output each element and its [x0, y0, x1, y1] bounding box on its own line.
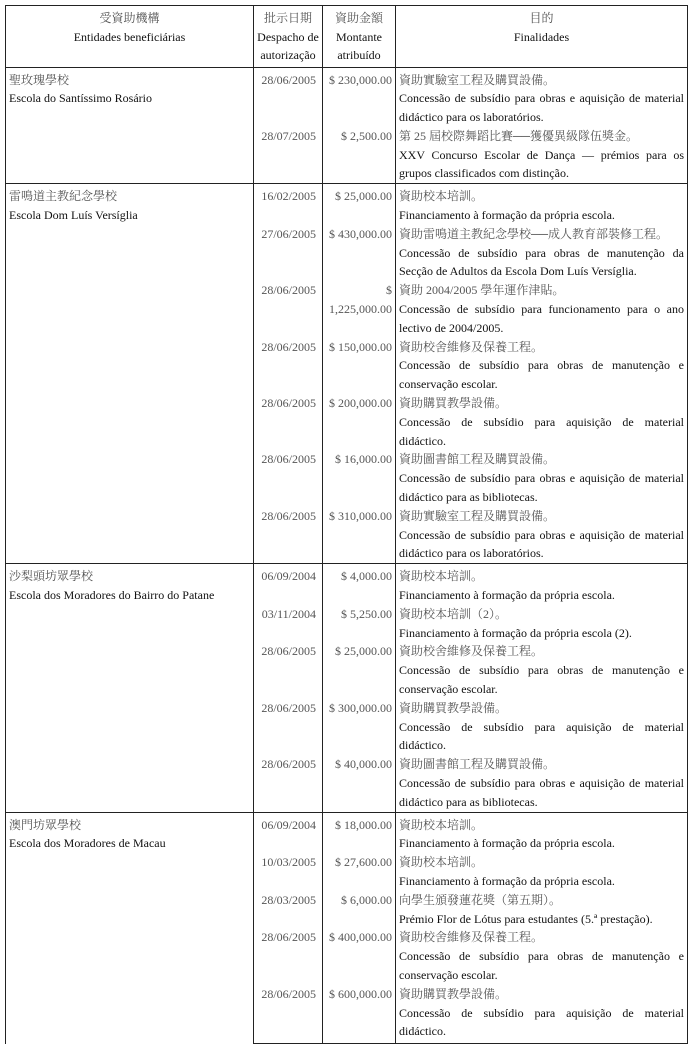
date-cell: 28/06/2005 [254, 67, 323, 127]
purpose-zh: 資助校舍維修及保養工程。 [399, 930, 544, 945]
purpose-zh: 資助校本培訓（2）。 [399, 606, 508, 621]
amount-cell: $ 310,000.00 [323, 507, 396, 564]
purpose-zh: 資助購買教學設備。 [399, 700, 508, 715]
table-header [6, 6, 688, 68]
purpose-cell [396, 891, 688, 929]
purpose-zh: 資助購買教學設備。 [399, 986, 508, 1001]
table-row [6, 67, 688, 127]
date-cell: 06/09/2004 [254, 812, 323, 853]
date-cell: 28/07/2005 [254, 127, 323, 184]
purpose-pt: XXV Concurso Escolar de Dança — prémios para os grupos classificados com distinção. [399, 147, 684, 181]
purpose-cell [396, 853, 688, 891]
date-cell: 28/06/2005 [254, 507, 323, 564]
purpose-zh: 資助校舍維修及保養工程。 [399, 644, 544, 659]
header-purpose-zh: 目的 [529, 11, 554, 25]
purpose-zh: 第 25 屆校際舞蹈比賽──獲優異級隊伍獎金。 [399, 128, 639, 143]
amount-cell: $ 25,000.00 [323, 184, 396, 225]
purpose-pt: Financiamento à formação da própria escola. [399, 836, 615, 851]
amount-cell: $ 300,000.00 [323, 699, 396, 755]
purpose-zh: 資助 2004/2005 學年運作津貼。 [399, 283, 565, 298]
entity-name-pt: Escola Dom Luís Versíglia [9, 208, 138, 223]
purpose-zh: 資助實驗室工程及購買設備。 [399, 508, 556, 523]
date-cell: 28/06/2005 [254, 338, 323, 394]
purpose-zh: 資助校本培訓。 [399, 817, 484, 832]
table-row [6, 184, 688, 225]
purpose-cell [396, 450, 688, 506]
purpose-cell [396, 699, 688, 755]
purpose-pt: Financiamento à formação da própria escola (2). [399, 625, 632, 640]
purpose-cell [396, 338, 688, 394]
amount-cell: $ 6,000.00 [323, 891, 396, 929]
amount-cell: $ 150,000.00 [323, 338, 396, 394]
amount-cell: $ 18,000.00 [323, 812, 396, 853]
purpose-zh: 資助校本培訓。 [399, 189, 484, 204]
purpose-zh: 資助校本培訓。 [399, 855, 484, 870]
purpose-cell [396, 642, 688, 698]
entity-cell [6, 67, 254, 184]
header-date [254, 6, 323, 68]
purpose-zh: 資助圖書館工程及購買設備。 [399, 757, 556, 772]
entity-name-zh: 雷鳴道主教紀念學校 [9, 189, 118, 204]
date-cell: 03/11/2004 [254, 605, 323, 643]
purpose-cell [396, 564, 688, 605]
purpose-zh: 資助校本培訓。 [399, 569, 484, 584]
date-cell: 28/03/2005 [254, 891, 323, 929]
grants-table [5, 5, 688, 1044]
amount-cell: $ 1,225,000.00 [323, 281, 396, 337]
header-amount-pt2: atribuído [337, 48, 381, 62]
amount-cell: $ 200,000.00 [323, 394, 396, 450]
purpose-cell [396, 507, 688, 564]
amount-cell: $ 25,000.00 [323, 642, 396, 698]
entity-cell [6, 184, 254, 564]
purpose-pt: Prémio Flor de Lótus para estudantes (5.ª prestação). [399, 911, 653, 926]
date-cell: 10/03/2005 [254, 853, 323, 891]
header-purpose [396, 6, 688, 68]
date-cell: 28/06/2005 [254, 699, 323, 755]
purpose-pt: Concessão de subsídio para aquisição de material didáctico. [399, 719, 684, 753]
entity-name-pt: Escola do Santíssimo Rosário [9, 91, 152, 106]
entity-name-pt: Escola dos Moradores do Bairro do Patane [9, 588, 215, 603]
purpose-pt: Concessão de subsídio para aquisição de material didáctico. [399, 1005, 684, 1039]
purpose-pt: Concessão de subsídio para obras de manutenção da Secção de Adultos da Escola Dom Luís Versíglia. [399, 245, 684, 279]
purpose-cell [396, 127, 688, 184]
header-date-zh: 批示日期 [263, 11, 312, 25]
entity-name-zh: 聖玫瑰學校 [9, 72, 70, 87]
purpose-zh: 資助圖書館工程及購買設備。 [399, 452, 556, 467]
header-entity-pt: Entidades beneficiárias [73, 29, 186, 44]
date-cell: 28/06/2005 [254, 450, 323, 506]
header-amount-pt1: Montante [336, 29, 382, 44]
date-cell: 28/06/2005 [254, 394, 323, 450]
table-row [6, 564, 688, 605]
amount-cell: $ 27,600.00 [323, 853, 396, 891]
amount-cell: $ 4,000.00 [323, 564, 396, 605]
purpose-cell [396, 184, 688, 225]
entity-name-zh: 沙梨頭坊眾學校 [9, 569, 94, 584]
date-cell: 27/06/2005 [254, 225, 323, 281]
header-date-pt2: autorização [260, 48, 316, 62]
purpose-zh: 資助校舍維修及保養工程。 [399, 339, 544, 354]
header-entity-zh: 受資助機構 [99, 11, 160, 25]
purpose-cell [396, 605, 688, 643]
purpose-pt: Financiamento à formação da própria escola. [399, 208, 615, 223]
header-amount [323, 6, 396, 68]
purpose-cell [396, 755, 688, 812]
purpose-cell [396, 394, 688, 450]
purpose-pt: Concessão de subsídio para obras de manutenção e conservação escolar. [399, 663, 684, 696]
entity-name-pt: Escola dos Moradores de Macau [9, 836, 166, 851]
purpose-zh: 資助雷鳴道主教紀念學校──成人教育部裝修工程。 [399, 226, 669, 241]
amount-cell: $ 16,000.00 [323, 450, 396, 506]
purpose-pt: Concessão de subsídio para obras e aquisição de material didáctico para os laboratórios. [399, 527, 684, 561]
amount-cell: $ 2,500.00 [323, 127, 396, 184]
amount-cell: $ 40,000.00 [323, 755, 396, 812]
date-cell: 28/06/2005 [254, 985, 323, 1044]
entity-cell [6, 812, 254, 1044]
purpose-pt: Concessão de subsídio para obras e aquisição de material didáctico para as bibliotecas. [399, 775, 684, 809]
header-amount-zh: 資助金額 [334, 11, 383, 25]
amount-cell: $ 600,000.00 [323, 985, 396, 1044]
header-purpose-pt: Finalidades [513, 29, 570, 44]
purpose-zh: 資助購買教學設備。 [399, 396, 508, 411]
date-cell: 28/06/2005 [254, 928, 323, 984]
amount-cell: $ 430,000.00 [323, 225, 396, 281]
amount-cell: $ 400,000.00 [323, 928, 396, 984]
purpose-cell [396, 812, 688, 853]
date-cell: 16/02/2005 [254, 184, 323, 225]
purpose-pt: Concessão de subsídio para aquisição de material didáctico. [399, 414, 684, 448]
amount-cell: $ 5,250.00 [323, 605, 396, 643]
purpose-pt: Financiamento à formação da própria escola. [399, 873, 615, 888]
header-date-pt1: Despacho de [257, 29, 319, 44]
entity-cell [6, 564, 254, 812]
purpose-pt: Concessão de subsídio para funcionamento para o ano lectivo de 2004/2005. [399, 302, 684, 335]
date-cell: 28/06/2005 [254, 281, 323, 337]
date-cell: 28/06/2005 [254, 755, 323, 812]
purpose-pt: Concessão de subsídio para obras e aquisição de material didáctico para os laboratórios. [399, 91, 684, 125]
purpose-cell [396, 985, 688, 1044]
purpose-cell [396, 928, 688, 984]
purpose-zh: 向學生頒發蓮花獎（第五期）。 [399, 892, 562, 907]
purpose-pt: Concessão de subsídio para obras e aquisição de material didáctico para as bibliotecas. [399, 471, 684, 505]
amount-cell: $ 230,000.00 [323, 67, 396, 127]
date-cell: 06/09/2004 [254, 564, 323, 605]
entity-name-zh: 澳門坊眾學校 [9, 817, 82, 832]
date-cell: 28/06/2005 [254, 642, 323, 698]
purpose-pt: Concessão de subsídio para obras de manutenção e conservação escolar. [399, 949, 684, 982]
purpose-cell [396, 225, 688, 281]
purpose-pt: Financiamento à formação da própria escola. [399, 588, 615, 603]
purpose-cell [396, 67, 688, 127]
purpose-zh: 資助實驗室工程及購買設備。 [399, 72, 556, 87]
purpose-cell [396, 281, 688, 337]
purpose-pt: Concessão de subsídio para obras de manutenção e conservação escolar. [399, 358, 684, 392]
header-entity [6, 6, 254, 68]
table-row [6, 812, 688, 853]
